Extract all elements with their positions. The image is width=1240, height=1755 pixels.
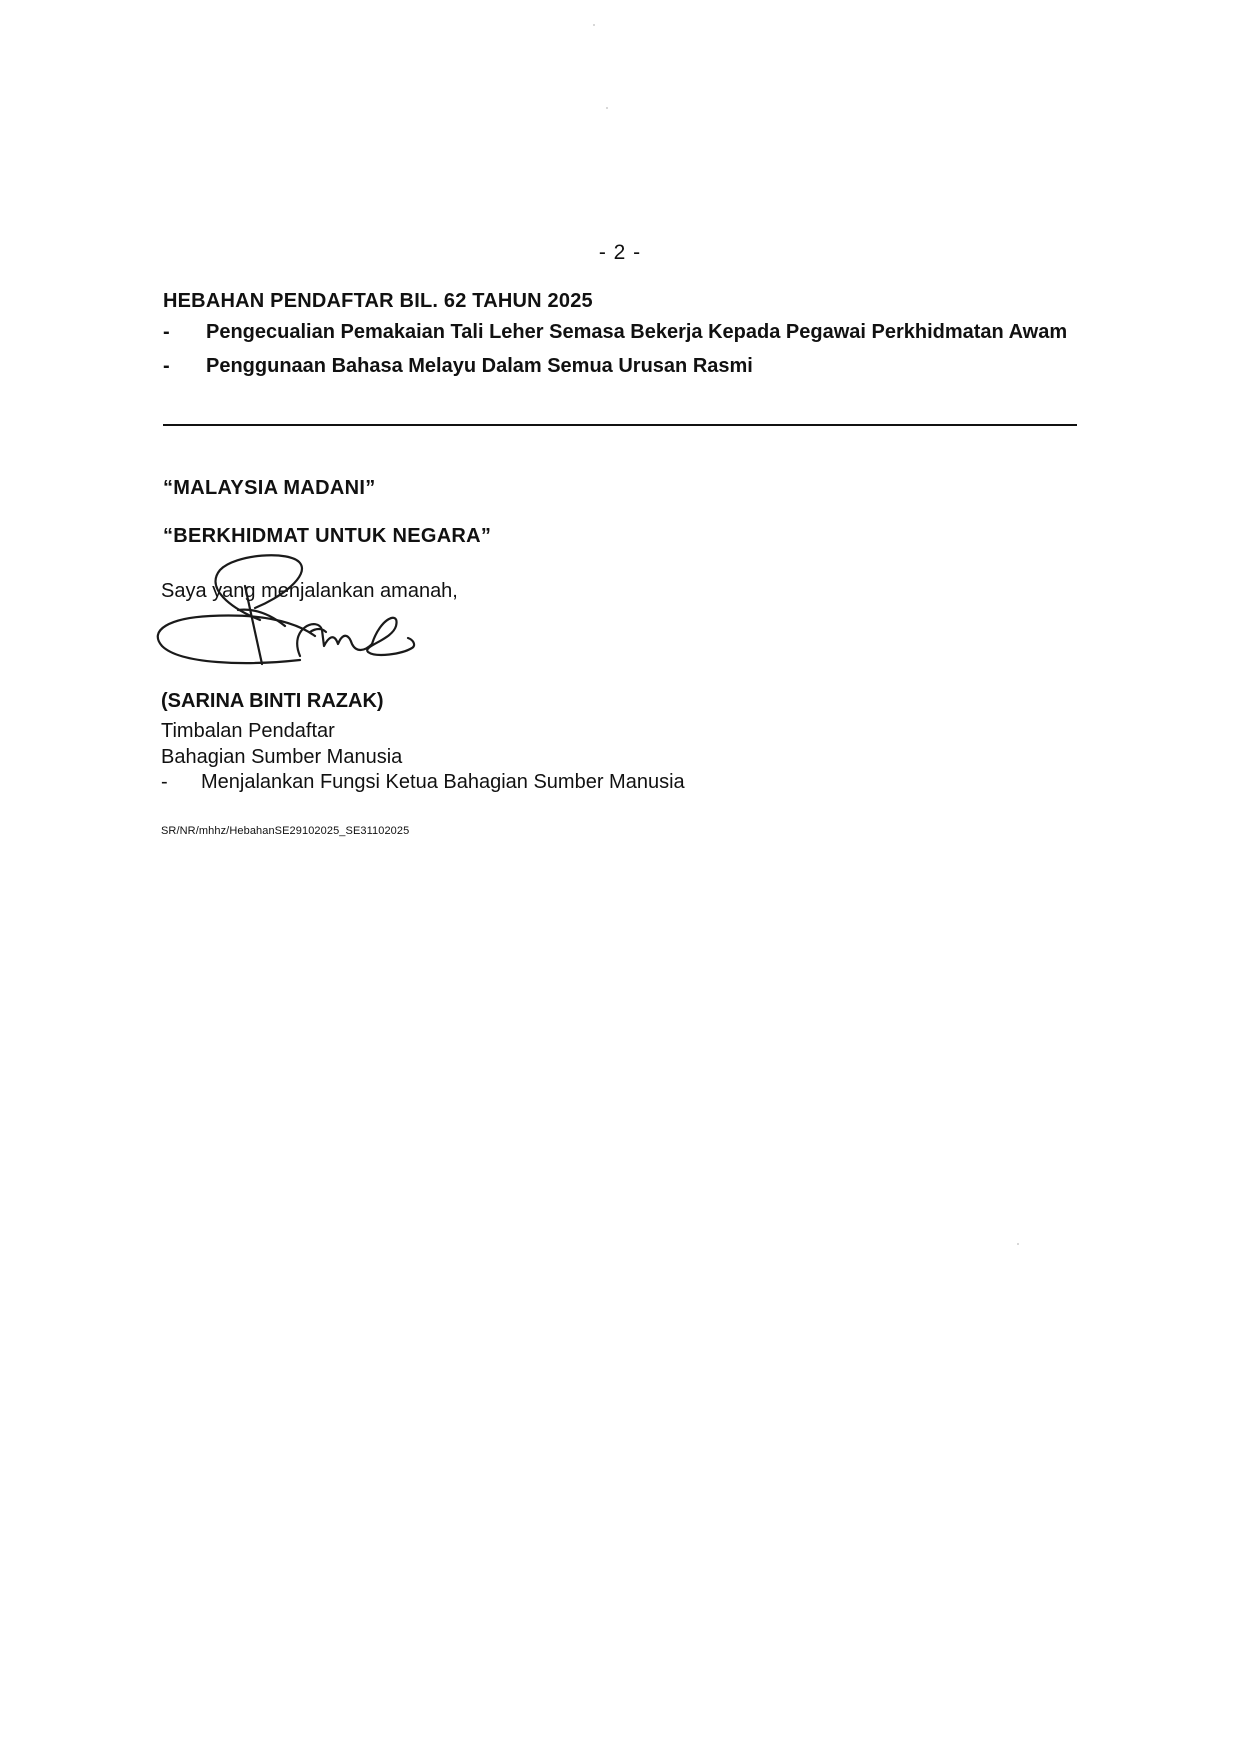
reference-number: SR/NR/mhhz/HebahanSE29102025_SE31102025 [161,825,410,837]
signatory-position: Timbalan Pendaftar [161,720,335,742]
scan-speck [1017,1243,1019,1245]
motto-berkhidmat: “BERKHIDMAT UNTUK NEGARA” [163,525,492,547]
subject-dash: - [163,355,170,377]
function-dash: - [161,771,168,793]
function-text: Menjalankan Fungsi Ketua Bahagian Sumber Manusia [201,771,685,793]
subject-list [163,320,1091,388]
header-divider [163,424,1077,426]
scan-speck [593,24,595,26]
signature-tail-stroke [367,618,414,655]
subject-item [163,320,1091,344]
page-number: - 2 - [598,241,642,264]
signatory-division: Bahagian Sumber Manusia [161,746,403,768]
scan-speck [606,107,608,109]
subject-dash: - [163,321,170,343]
signature-loop-stroke [158,616,315,664]
motto-malaysia-madani: “MALAYSIA MADANI” [163,477,376,499]
closing-phrase: Saya yang menjalankan amanah, [161,580,458,602]
signature-lowercase-strokes [297,624,372,656]
announcement-heading: HEBAHAN PENDAFTAR BIL. 62 TAHUN 2025 [163,290,593,312]
signature-cross-stroke [245,586,262,664]
subject-text: Pengecualian Pemakaian Tali Leher Semasa Bekerja Kepada Pegawai Perkhidmatan Awam [206,321,1068,343]
signatory-name: (SARINA BINTI RAZAK) [161,690,384,712]
signature-dot-stroke [310,629,326,632]
handwritten-signature [150,548,430,698]
subject-item [163,354,1091,378]
signature-upper-curl [216,555,302,620]
subject-text: Penggunaan Bahasa Melayu Dalam Semua Urusan Rasmi [206,355,753,377]
